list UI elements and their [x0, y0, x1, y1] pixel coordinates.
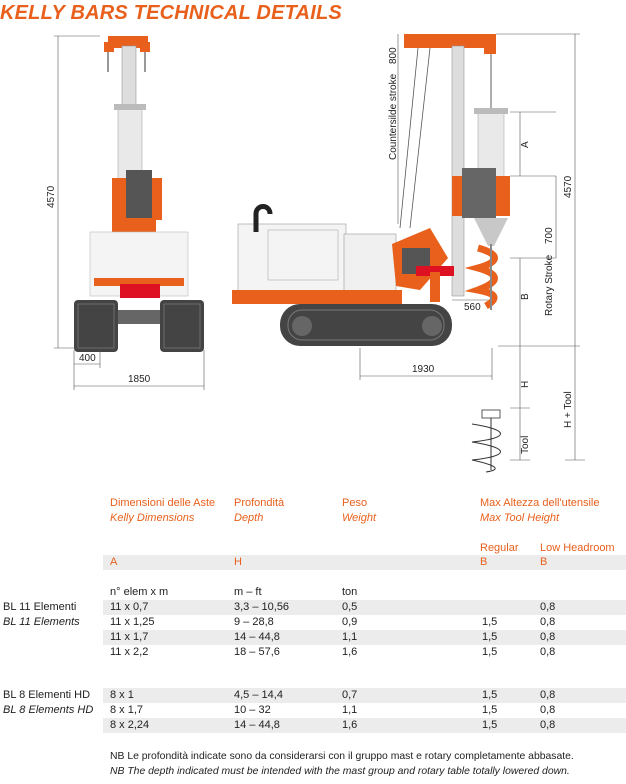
- dim-A: A: [520, 141, 531, 148]
- symbol-A: A: [110, 556, 118, 568]
- cell-depth: 14 – 44,8: [234, 719, 280, 731]
- cell-regular: 1,5: [482, 719, 498, 731]
- cell-weight: 1,1: [342, 631, 358, 643]
- symbol-row-band: [103, 555, 626, 570]
- cell-dim: 11 x 0,7: [110, 601, 149, 613]
- header-depth-en: Depth: [234, 512, 264, 524]
- cell-depth: 10 – 32: [234, 704, 271, 716]
- cell-regular: 1,5: [482, 646, 498, 658]
- cell-regular: 1,5: [482, 616, 498, 628]
- symbol-B-low-headroom: B: [540, 556, 548, 568]
- header-regular: Regular: [480, 542, 519, 554]
- cell-dim: 11 x 1,7: [110, 631, 149, 643]
- page-title: KELLY BARS TECHNICAL DETAILS: [0, 2, 342, 24]
- header-max-tool-height-en: Max Tool Height: [480, 512, 560, 524]
- unit-elements: n° elem x m: [110, 586, 169, 598]
- cell-dim: 11 x 2,2: [110, 646, 149, 658]
- header-kelly-dimensions-en: Kelly Dimensions: [110, 512, 195, 524]
- front-view-machine: [74, 36, 204, 352]
- unit-depth: m – ft: [234, 586, 262, 598]
- note-italian: NB Le profondità indicate sono da considerarsi con il gruppo mast e rotary completamente abbasate.: [110, 751, 574, 762]
- cell-weight: 1,1: [342, 704, 358, 716]
- dim-H-tool: H + Tool: [563, 391, 574, 428]
- cell-low: 0,8: [540, 646, 556, 658]
- dim-4570-left: 4570: [46, 185, 57, 208]
- cell-dim: 8 x 2,24: [110, 719, 150, 731]
- side-view-machine: [232, 34, 510, 346]
- group-label-bl8-en: BL 8 Elements HD: [3, 704, 94, 716]
- cell-regular: 1,5: [482, 704, 498, 716]
- cell-low: 0,8: [540, 631, 556, 643]
- dim-700: 700: [544, 227, 555, 244]
- group-label-bl11-en: BL 11 Elements: [3, 616, 80, 628]
- cell-depth: 9 – 28,8: [234, 616, 274, 628]
- dim-400: 400: [79, 353, 96, 364]
- cell-weight: 0,5: [342, 601, 358, 613]
- dim-560: 560: [464, 302, 481, 313]
- header-depth-it: Profondità: [234, 497, 285, 509]
- dim-1850: 1850: [128, 374, 151, 385]
- cell-weight: 1,6: [342, 646, 358, 658]
- technical-drawing: [0, 28, 626, 488]
- cell-dim: 8 x 1,7: [110, 704, 144, 716]
- cell-weight: 0,9: [342, 616, 358, 628]
- cell-dim: 8 x 1: [110, 689, 134, 701]
- group-label-bl8-it: BL 8 Elementi HD: [3, 689, 91, 701]
- cell-depth: 14 – 44,8: [234, 631, 280, 643]
- header-low-headroom: Low Headroom: [540, 542, 615, 554]
- dim-tool: Tool: [520, 435, 531, 454]
- cell-weight: 1,6: [342, 719, 358, 731]
- symbol-B-regular: B: [480, 556, 488, 568]
- cell-depth: 4,5 – 14,4: [234, 689, 283, 701]
- cell-depth: 3,3 – 10,56: [234, 601, 290, 613]
- cell-depth: 18 – 57,6: [234, 646, 280, 658]
- cell-low: 0,8: [540, 616, 556, 628]
- dim-800: 800: [388, 47, 399, 64]
- cell-regular: 1,5: [482, 689, 498, 701]
- header-max-tool-height-it: Max Altezza dell'utensile: [480, 497, 600, 509]
- header-weight-it: Peso: [342, 497, 368, 509]
- cell-regular: 1,5: [482, 631, 498, 643]
- dim-H: H: [520, 380, 531, 388]
- cell-low: 0,8: [540, 704, 556, 716]
- unit-weight: ton: [342, 586, 358, 598]
- cell-low: 0,8: [540, 719, 556, 731]
- note-english: NB The depth indicated must be intended with the mast group and rotary table totally lowered down.: [110, 766, 570, 777]
- header-weight-en: Weight: [342, 512, 377, 524]
- symbol-H: H: [234, 556, 242, 568]
- rotary-stroke-label: Rotary Stroke: [544, 254, 555, 316]
- countersilde-stroke-label: Countersilde stroke: [388, 73, 399, 160]
- cell-weight: 0,7: [342, 689, 358, 701]
- dim-4570-right: 4570: [563, 175, 574, 198]
- dim-B: B: [520, 293, 531, 300]
- cell-low: 0,8: [540, 601, 556, 613]
- header-kelly-dimensions-it: Dimensioni delle Aste: [110, 497, 216, 509]
- group-label-bl11-it: BL 11 Elementi: [3, 601, 77, 613]
- cell-low: 0,8: [540, 689, 556, 701]
- tool-drawing: [472, 410, 501, 472]
- dim-1930: 1930: [412, 364, 435, 375]
- cell-dim: 11 x 1,25: [110, 616, 155, 628]
